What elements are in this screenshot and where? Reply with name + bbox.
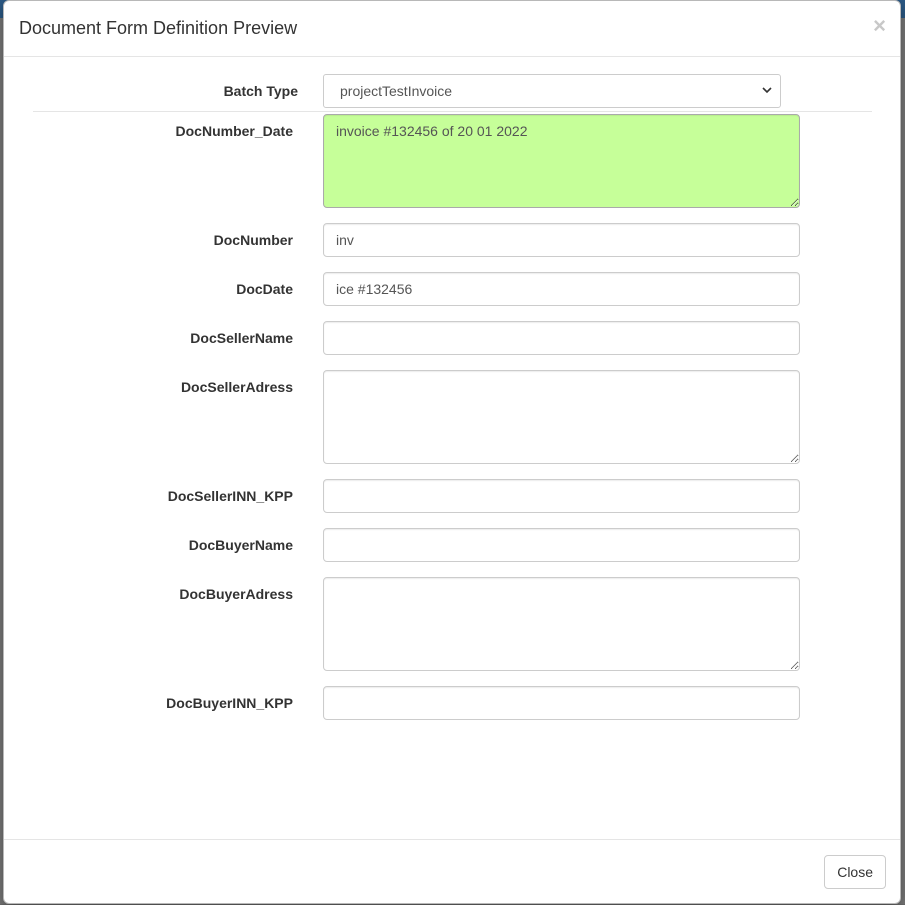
batch-type-value: projectTestInvoice	[340, 83, 453, 99]
docbuyerinn-kpp-input[interactable]	[323, 686, 800, 720]
docsellername-input[interactable]	[323, 321, 800, 355]
field-label-docselleradress: DocSellerAdress	[180, 379, 293, 395]
field-label-docdate: DocDate	[236, 281, 293, 297]
chevron-down-icon	[762, 85, 772, 95]
close-icon[interactable]: ×	[873, 13, 886, 38]
field-label-docnumber: DocNumber	[213, 232, 293, 248]
close-button[interactable]: Close	[824, 855, 886, 889]
divider	[33, 111, 872, 112]
docsellerinn-kpp-input[interactable]	[323, 479, 800, 513]
docbuyername-input[interactable]	[323, 528, 800, 562]
field-label-docnumber-date: DocNumber_Date	[175, 123, 293, 139]
docdate-input[interactable]	[323, 272, 800, 306]
modal-header	[4, 1, 900, 57]
modal-title: Document Form Definition Preview	[19, 18, 298, 38]
batch-type-label: Batch Type	[223, 83, 298, 99]
batch-type-select[interactable]	[323, 74, 781, 108]
document-form-preview-modal	[3, 0, 901, 904]
field-label-docsellername: DocSellerName	[190, 330, 293, 346]
docbuyeradress-textarea[interactable]	[323, 577, 800, 671]
modal-footer	[4, 839, 900, 905]
field-label-docsellerinn-kpp: DocSellerINN_KPP	[167, 488, 293, 504]
field-label-docbuyername: DocBuyerName	[188, 537, 293, 553]
docnumber-input[interactable]	[323, 223, 800, 257]
docnumber-date-textarea[interactable]	[323, 114, 800, 208]
field-label-docbuyeradress: DocBuyerAdress	[179, 586, 293, 602]
docselleradress-textarea[interactable]	[323, 370, 800, 464]
field-label-docbuyerinn-kpp: DocBuyerINN_KPP	[166, 695, 293, 711]
